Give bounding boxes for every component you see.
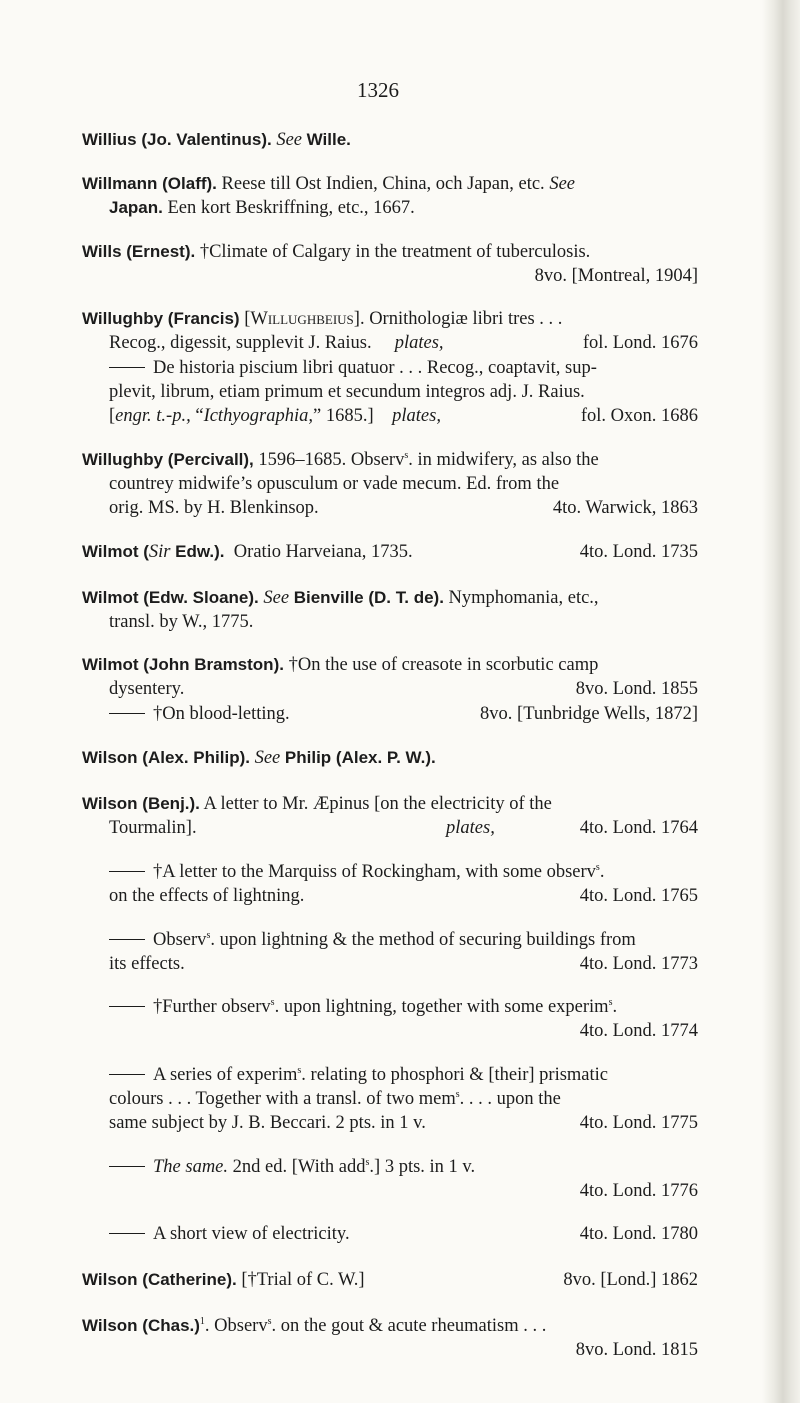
- entry-line: Wilson (Catherine). [†Trial of C. W.] 8vo. [Lond.] 1862: [82, 1270, 698, 1290]
- entry-line: †Further observ$^s$. upon lightning, together with some experim$^s$.: [82, 995, 698, 1019]
- entry-wilmot-edw: [82, 540, 698, 564]
- entry-line: Wilson (Benj.). A letter to Mr. Æpinus [on the electricity of the: [82, 794, 552, 814]
- page-edge-shadow: [762, 0, 800, 1403]
- entry-wilson-alex: [82, 746, 698, 770]
- entry-line: Wilson (Alex. Philip). See Philip (Alex. P. W.).: [82, 748, 436, 768]
- entry-willughby-percivall: [82, 448, 698, 520]
- entry-wilmot-sloane: [82, 586, 698, 634]
- entry-line: Willius (Jo. Valentinus). See Wille.: [82, 130, 351, 150]
- entry-blood-letting: [82, 702, 698, 726]
- entry-line: De historia piscium libri quatuor . . . Recog., coaptavit, sup-: [82, 356, 698, 380]
- ditto-dash: [109, 1074, 145, 1075]
- entry-wilson-same: [82, 1155, 698, 1203]
- entry-line: †On blood-letting. 8vo. [Tunbridge Wells, 1872]: [82, 702, 698, 726]
- entry-line: Wilmot (Sir Edw.). Oratio Harveiana, 1735. 4to. Lond. 1735: [82, 542, 698, 562]
- entry-willughby-francis: [82, 307, 698, 355]
- entry-line: 8vo. Lond. 1815: [575, 1340, 698, 1360]
- entry-wilson-series: [82, 1063, 698, 1135]
- page-number: 1326: [357, 78, 399, 102]
- entry-line: [engr. t.-p., “Icthyographia,” 1685.] plates, fol. Oxon. 1686: [109, 406, 698, 426]
- entry-line: Wilmot (John Bramston). †On the use of creasote in scorbutic camp: [82, 655, 599, 675]
- entry-line: 4to. Lond. 1776: [579, 1181, 698, 1201]
- entry-willmann: [82, 172, 698, 220]
- entry-wilson-catherine: [82, 1268, 698, 1292]
- entry-line: Willughby (Percivall), 1596–1685. Observ$^s$. in midwifery, as also the: [82, 449, 599, 470]
- entry-line: Japan. Een kort Beskriffning, etc., 1667.: [109, 198, 415, 218]
- entry-line: A series of experim$^s$. relating to phosphori & [their] prismatic: [82, 1063, 698, 1087]
- entry-wilson-observ: [82, 928, 698, 976]
- entry-line: A short view of electricity. 4to. Lond. 1780: [82, 1222, 698, 1246]
- entry-line: transl. by W., 1775.: [109, 612, 254, 632]
- entry-line: Willmann (Olaff). Reese till Ost Indien, China, och Japan, etc. See: [82, 174, 575, 194]
- entry-line: Recog., digessit, supplevit J. Raius. plates, fol. Lond. 1676: [109, 333, 698, 353]
- entry-line: Tourmalin]. plates, 4to. Lond. 1764: [109, 818, 698, 838]
- entry-line: its effects. 4to. Lond. 1773: [109, 954, 698, 974]
- entry-line: Observ$^s$. upon lightning & the method of securing buildings from: [82, 928, 698, 952]
- entry-line: 4to. Lond. 1774: [579, 1021, 698, 1041]
- entry-wills: [82, 240, 698, 288]
- ditto-dash: [109, 1233, 145, 1234]
- entry-line: same subject by J. B. Beccari. 2 pts. in 1 v. 4to. Lond. 1775: [109, 1113, 698, 1133]
- entry-line: colours . . . Together with a transl. of two mem$^s$. . . . upon the: [109, 1088, 561, 1109]
- ditto-dash: [109, 367, 145, 368]
- entry-line: Wills (Ernest). †Climate of Calgary in the treatment of tuberculosis.: [82, 242, 591, 262]
- entry-line: Wilmot (Edw. Sloane). See Bienville (D. T. de). Nymphomania, etc.,: [82, 588, 599, 608]
- ditto-dash: [109, 1166, 145, 1167]
- entry-line: orig. MS. by H. Blenkinsop. 4to. Warwick, 1863: [109, 498, 698, 518]
- entry-line: The same. 2nd ed. [With add$^s$.] 3 pts. in 1 v.: [82, 1155, 698, 1179]
- ditto-dash: [109, 939, 145, 940]
- entry-line: Wilson (Chas.)$^1$. Observ$^s$. on the gout & acute rheumatism . . .: [82, 1315, 547, 1336]
- entry-line: †A letter to the Marquiss of Rockingham, with some observ$^s$.: [82, 860, 698, 884]
- entry-wilmot-bramston: [82, 653, 698, 701]
- entry-line: 8vo. [Montreal, 1904]: [534, 266, 698, 286]
- entry-wilson-rockingham: [82, 860, 698, 908]
- ditto-dash: [109, 871, 145, 872]
- entry-line: countrey midwife’s opusculum or vade mecum. Ed. from the: [109, 474, 560, 494]
- entry-wilson-short-view: [82, 1222, 698, 1246]
- entry-line: plevit, librum, etiam primum et secundum integros adj. J. Raius.: [109, 382, 585, 402]
- entry-wilson-chas: [82, 1314, 698, 1362]
- ditto-dash: [109, 713, 145, 714]
- entry-line: on the effects of lightning. 4to. Lond. 1765: [109, 886, 698, 906]
- ditto-dash: [109, 1006, 145, 1007]
- entry-line: Willughby (Francis) [Willughbeius]. Ornithologiæ libri tres . . .: [82, 309, 563, 329]
- entry-willughby-historia: [82, 356, 698, 428]
- entry-line: dysentery. 8vo. Lond. 1855: [109, 679, 698, 699]
- entry-wilson-benj: [82, 792, 698, 840]
- entry-willius: [82, 128, 698, 152]
- entry-wilson-further: [82, 995, 698, 1043]
